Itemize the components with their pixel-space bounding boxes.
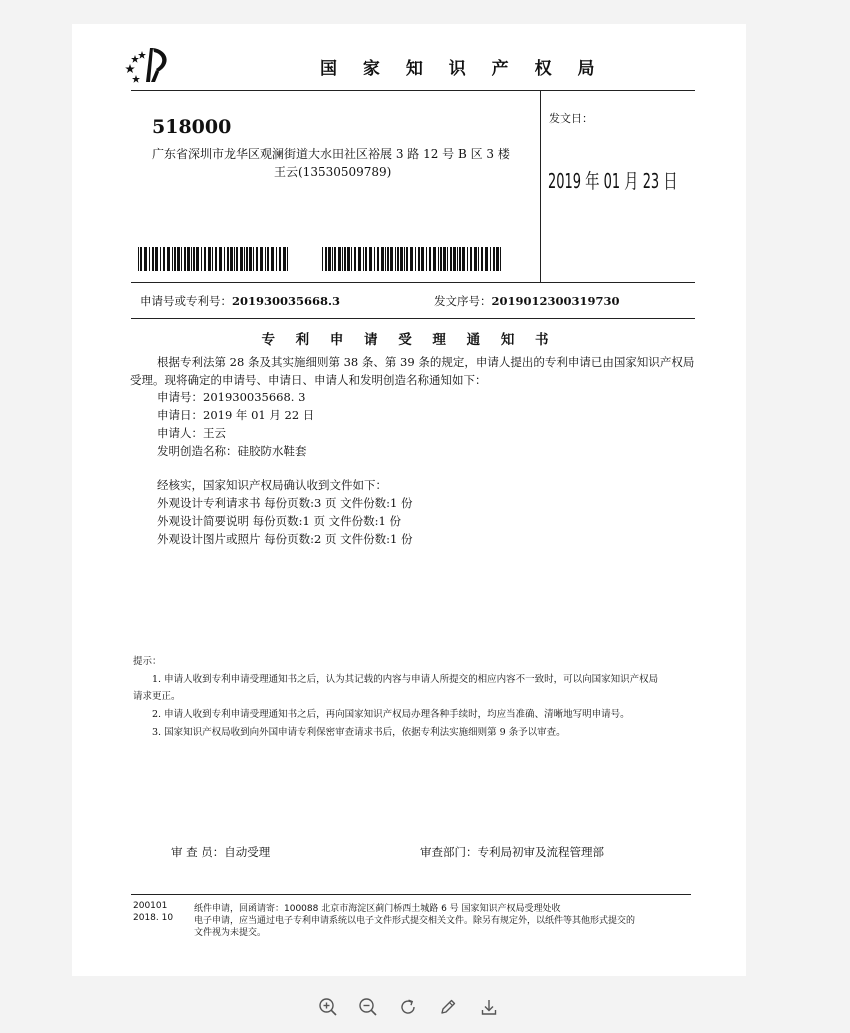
barcode-stripe [450, 247, 452, 271]
zoom-out-icon [358, 997, 378, 1017]
barcode-stripe [215, 247, 217, 271]
document-number-label: 发文序号： [434, 294, 492, 308]
edit-button[interactable] [435, 994, 461, 1020]
dispatch-date: 2019 年 01 月 23 日 [548, 169, 678, 193]
barcode-stripe [322, 247, 323, 271]
barcode-stripe [219, 247, 222, 271]
barcode-stripe [400, 247, 403, 271]
tip-item: 请求更正。 [133, 691, 181, 702]
document-number-field [434, 293, 620, 309]
barcode-stripe [328, 247, 331, 271]
barcode-stripe [374, 247, 375, 271]
barcode-stripe [236, 247, 238, 271]
barcode-stripe [265, 247, 266, 271]
rotate-icon [398, 997, 418, 1017]
barcode-stripe [193, 247, 195, 271]
edit-icon [438, 997, 458, 1017]
barcode-stripe [338, 247, 341, 271]
barcode-stripe [377, 247, 379, 271]
barcode-stripe [167, 247, 170, 271]
barcode-stripe [354, 247, 356, 271]
barcode-stripe [163, 247, 165, 271]
box-bottom-rule [131, 282, 695, 283]
download-icon [479, 997, 499, 1017]
barcode-left [138, 247, 291, 271]
barcode-stripe [140, 247, 142, 271]
tip-item: 1. 申请人收到专利申请受理通知书之后，认为其记载的内容与申请人所提交的相应内容不一致时，可以向国家知识产权局 [152, 674, 659, 685]
barcode-stripe [234, 247, 235, 271]
barcode-stripe [440, 247, 442, 271]
barcode-stripe [496, 247, 499, 271]
office-name: 国 家 知 识 产 权 局 [320, 59, 605, 79]
barcode-stripe [283, 247, 286, 271]
barcode-stripe [271, 247, 274, 271]
barcode-stripe [415, 247, 416, 271]
dispatch-date-label: 发文日： [549, 112, 593, 125]
barcode-stripe [485, 247, 488, 271]
barcode-stripe [426, 247, 427, 271]
barcode-stripe [276, 247, 277, 271]
zoom-out-button[interactable] [355, 994, 381, 1020]
form-code: 200101 [133, 901, 168, 911]
barcode-stripe [470, 247, 472, 271]
file-item: 外观设计专利请求书 每份页数:3 页 文件份数:1 份 [157, 496, 413, 510]
barcode-stripe [155, 247, 158, 271]
verify-text: 经核实，国家知识产权局确认收到文件如下： [157, 478, 387, 492]
postcode: 518000 [152, 116, 232, 138]
notice-intro [130, 353, 695, 389]
zoom-in-icon [318, 997, 338, 1017]
application-number-label: 申请号或专利号： [140, 294, 232, 308]
cnipa-logo-icon [122, 42, 174, 84]
notice-title: 专 利 申 请 受 理 通 知 书 [261, 332, 557, 348]
barcode-stripe [342, 247, 343, 271]
barcode-stripe [256, 247, 258, 271]
document-page [72, 24, 746, 976]
recipient-name: 王云(13530509789) [274, 165, 392, 179]
barcode-stripe [260, 247, 263, 271]
barcode-stripe [369, 247, 372, 271]
download-button[interactable] [476, 994, 502, 1020]
barcode-stripe [397, 247, 399, 271]
barcode-stripe [344, 247, 346, 271]
barcode-stripe [481, 247, 483, 271]
barcode-stripe [212, 247, 213, 271]
barcode-stripe [325, 247, 327, 271]
tip-item: 2. 申请人收到专利申请受理通知书之后，再向国家知识产权局办理各种手续时，均应当准确、清晰地写明申请号。 [152, 709, 630, 720]
item-application-date: 申请日：2019 年 01 月 22 日 [157, 408, 315, 422]
barcode-stripe [500, 247, 501, 271]
barcode-stripe [406, 247, 408, 271]
barcode-stripe [177, 247, 180, 271]
barcode-stripe [490, 247, 491, 271]
barcode-stripe [493, 247, 495, 271]
footer-line: 文件视为未提交。 [194, 928, 267, 938]
barcode-stripe [201, 247, 202, 271]
barcode-stripe [191, 247, 192, 271]
barcode-stripe [152, 247, 154, 271]
footer-rule [131, 894, 691, 895]
recipient-address: 广东省深圳市龙华区观澜街道大水田社区裕展 3 路 12 号 B 区 3 楼 [152, 147, 510, 161]
barcode-right [322, 247, 504, 271]
barcode-stripe [181, 247, 182, 271]
barcode-stripe [462, 247, 465, 271]
barcode-stripe [363, 247, 364, 271]
barcode-stripe [351, 247, 352, 271]
barcode-stripe [404, 247, 405, 271]
item-invention-title: 发明创造名称：硅胶防水鞋套 [157, 444, 307, 458]
department: 审查部门：专利局初审及流程管理部 [420, 845, 604, 859]
barcode-stripe [334, 247, 336, 271]
barcode-stripe [457, 247, 458, 271]
barcode-stripe [381, 247, 384, 271]
document-number: 2019012300319730 [491, 294, 620, 308]
barcode-stripe [172, 247, 173, 271]
barcode-stripe [443, 247, 446, 271]
barcode-stripe [196, 247, 199, 271]
barcode-stripe [187, 247, 190, 271]
rotate-button[interactable] [395, 994, 421, 1020]
barcode-stripe [138, 247, 139, 271]
barcode-stripe [459, 247, 461, 271]
application-number: 201930035668.3 [232, 294, 341, 308]
barcode-stripe [332, 247, 333, 271]
barcode-stripe [365, 247, 367, 271]
barcode-stripe [358, 247, 361, 271]
tip-item: 3. 国家知识产权局收到向外国申请专利保密审查请求书后，依据专利法实施细则第 9 条予以审查。 [152, 727, 566, 738]
barcode-stripe [149, 247, 150, 271]
barcode-stripe [287, 247, 288, 271]
barcode-stripe [433, 247, 436, 271]
barcode-stripe [347, 247, 350, 271]
barcode-stripe [240, 247, 243, 271]
barcode-stripe [447, 247, 448, 271]
footer-line: 电子申请，应当通过电子专利申请系统以电子文件形式提交相关文件。除另有规定外，以纸件等其他形式提交的 [194, 916, 636, 926]
barcode-stripe [267, 247, 269, 271]
barcode-stripe [387, 247, 389, 271]
barcode-stripe [184, 247, 186, 271]
barcode-stripe [438, 247, 439, 271]
form-version: 2018. 10 [133, 913, 174, 923]
box-divider [540, 90, 541, 282]
barcode-stripe [385, 247, 386, 271]
file-item: 外观设计简要说明 每份页数:1 页 文件份数:1 份 [157, 514, 402, 528]
barcode-stripe [224, 247, 225, 271]
barcode-stripe [253, 247, 254, 271]
barcode-stripe [227, 247, 229, 271]
viewer-toolbar [0, 990, 850, 1024]
barcode-stripe [478, 247, 479, 271]
application-number-field [140, 293, 340, 309]
tips-label: 提示： [133, 656, 162, 667]
zoom-in-button[interactable] [315, 994, 341, 1020]
barcode-stripe [453, 247, 456, 271]
barcode-stripe [395, 247, 396, 271]
barcode-stripe [144, 247, 147, 271]
barcode-stripe [467, 247, 468, 271]
barcode-stripe [390, 247, 393, 271]
barcode-stripe [246, 247, 248, 271]
barcode-stripe [429, 247, 431, 271]
barcode-stripe [244, 247, 245, 271]
barcode-stripe [204, 247, 206, 271]
title-rule [131, 318, 695, 319]
barcode-stripe [174, 247, 176, 271]
barcode-stripe [208, 247, 211, 271]
barcode-stripe [410, 247, 413, 271]
barcode-stripe [160, 247, 161, 271]
barcode-stripe [230, 247, 233, 271]
header-rule [131, 90, 695, 91]
item-application-number: 申请号：201930035668. 3 [157, 390, 306, 404]
barcode-stripe [418, 247, 420, 271]
barcode-stripe [474, 247, 477, 271]
barcode-stripe [249, 247, 252, 271]
notice-intro-text: 根据专利法第 28 条及其实施细则第 38 条、第 39 条的规定，申请人提出的专利申请已由国家知识产权局受理。现将确定的申请号、申请日、申请人和发明创造名称通知如下： [130, 355, 695, 387]
examiner: 审 查 员：自动受理 [171, 845, 271, 859]
footer-line: 纸件申请，回函请寄：100088 北京市海淀区蓟门桥西土城路 6 号 国家知识产权局受理处收 [194, 904, 561, 914]
barcode-stripe [421, 247, 424, 271]
file-item: 外观设计图片或照片 每份页数:2 页 文件份数:1 份 [157, 532, 413, 546]
item-applicant: 申请人：王云 [157, 426, 226, 440]
barcode-stripe [279, 247, 281, 271]
